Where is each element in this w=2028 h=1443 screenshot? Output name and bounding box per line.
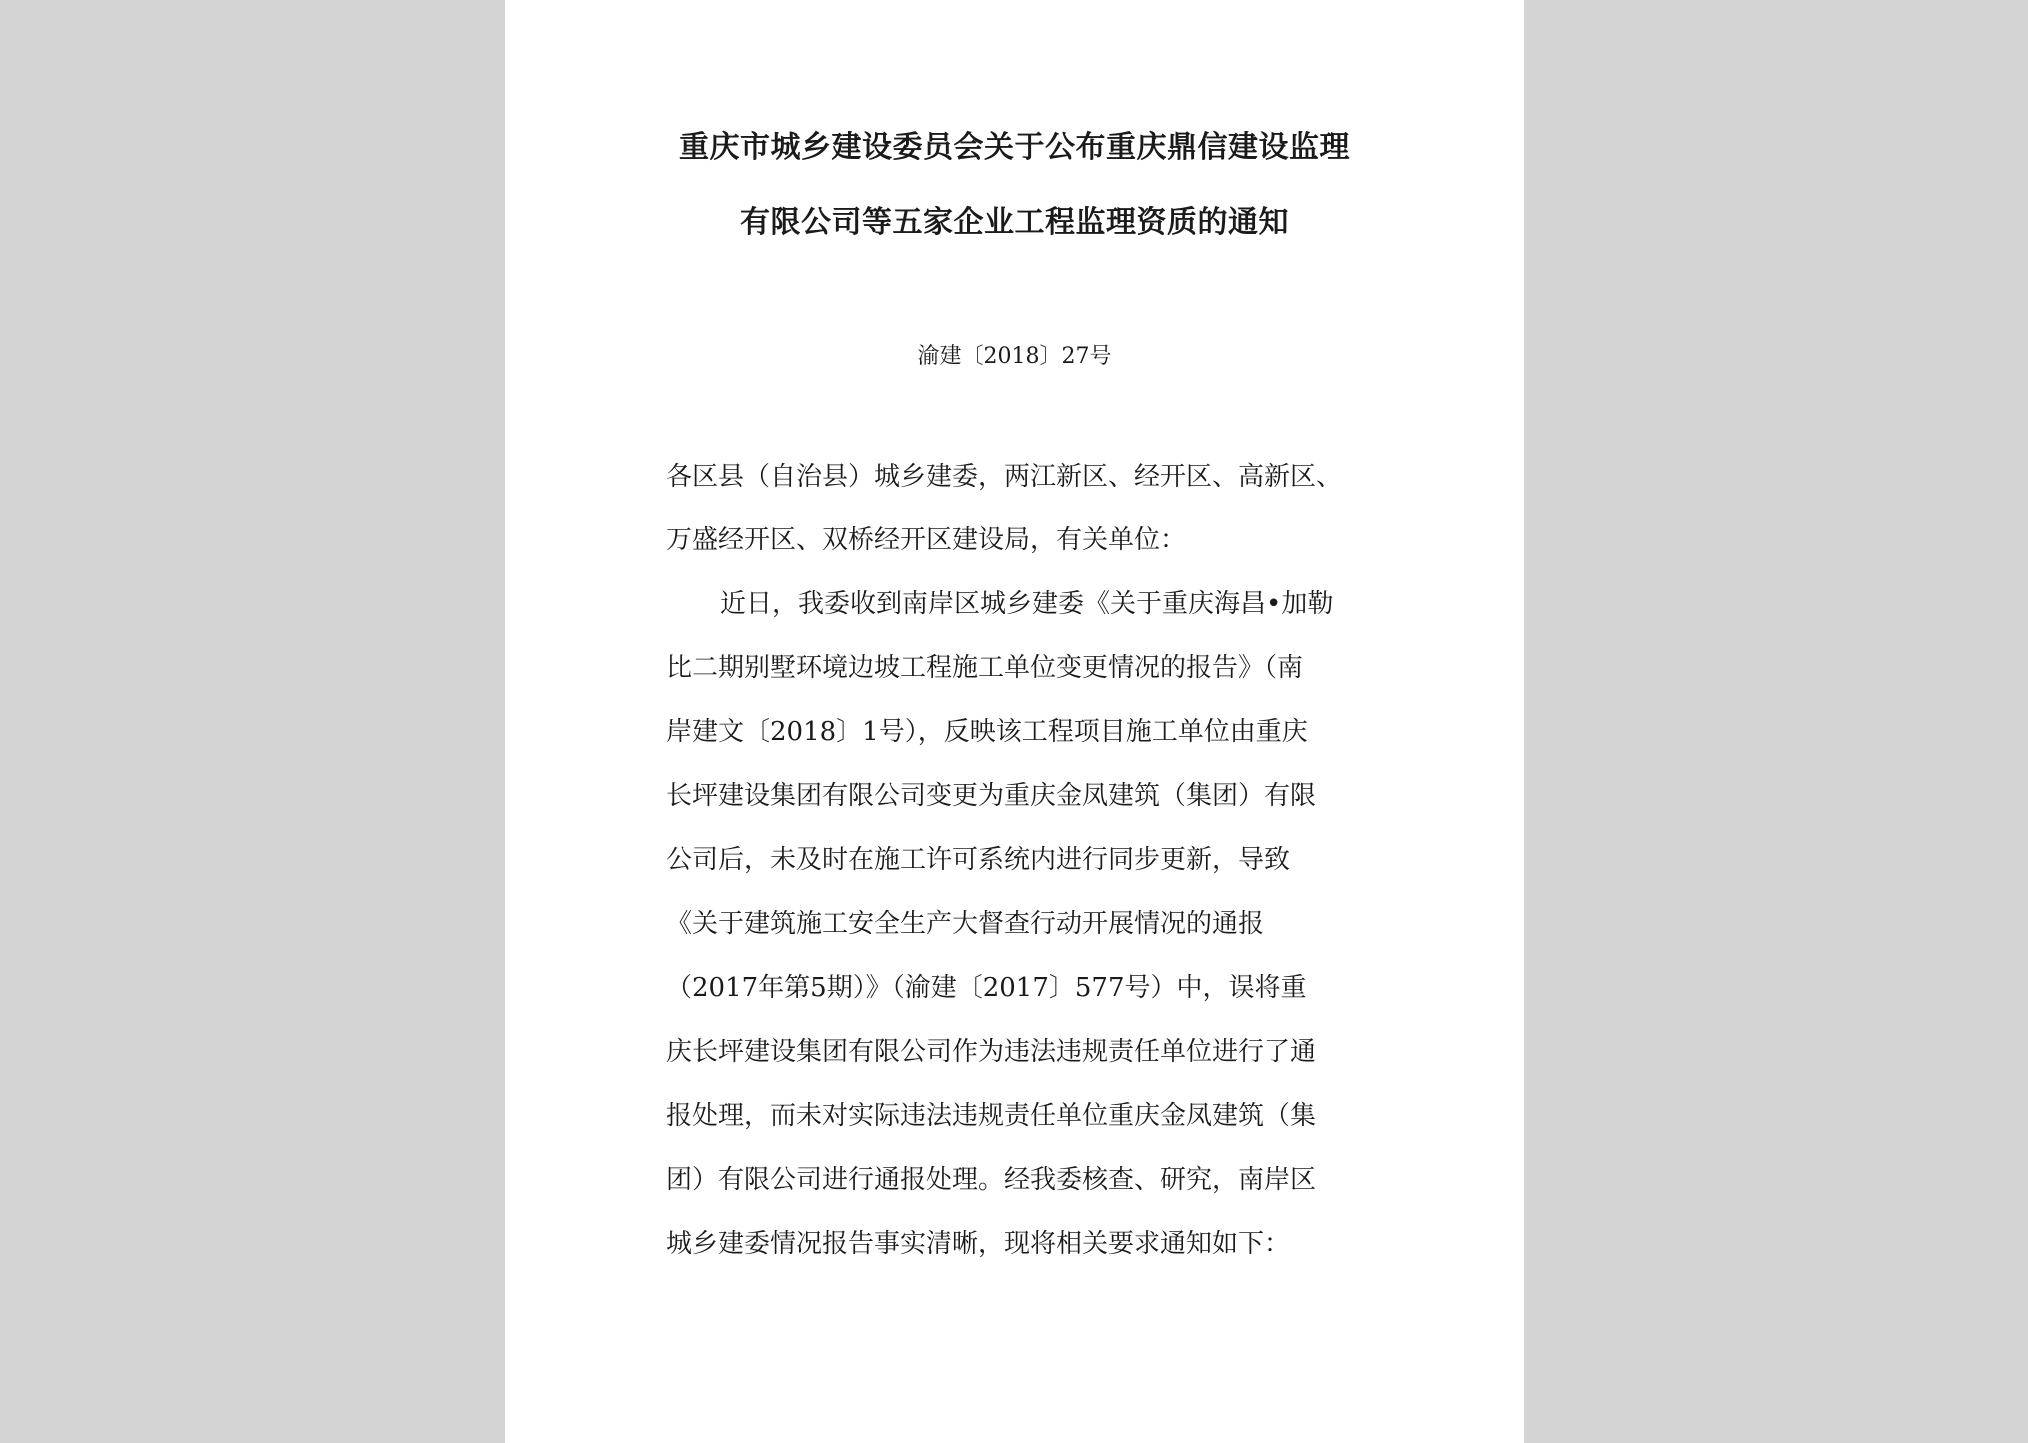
document-number: 渝建〔2018〕27号	[917, 344, 1112, 369]
document-page	[505, 0, 1524, 1443]
document-title-line-2: 有限公司等五家企业工程监理资质的通知	[740, 205, 1289, 240]
body-line-11: 城乡建委情况报告事实清晰，现将相关要求通知如下：	[666, 1229, 1291, 1259]
body-line-8: 庆长坪建设集团有限公司作为违法违规责任单位进行了通	[666, 1037, 1317, 1067]
body-line-1: 近日，我委收到南岸区城乡建委《关于重庆海昌•加勒	[720, 589, 1334, 619]
body-line-6: 《关于建筑施工安全生产大督查行动开展情况的通报	[666, 909, 1265, 939]
body-line-9: 报处理，而未对实际违法违规责任单位重庆金凤建筑（集	[666, 1101, 1317, 1131]
document-title-line-1: 重庆市城乡建设委员会关于公布重庆鼎信建设监理	[679, 130, 1350, 165]
body-line-2: 比二期别墅环境边坡工程施工单位变更情况的报告》（南	[666, 653, 1304, 683]
body-line-7: （2017年第5期）》（渝建〔2017〕577号）中，误将重	[666, 973, 1307, 1003]
addressee-line-2: 万盛经开区、双桥经开区建设局，有关单位：	[666, 525, 1187, 555]
body-line-10: 团）有限公司进行通报处理。经我委核查、研究，南岸区	[666, 1165, 1317, 1195]
body-line-4: 长坪建设集团有限公司变更为重庆金凤建筑（集团）有限	[666, 781, 1317, 811]
body-line-3: 岸建文〔2018〕1号），反映该工程项目施工单位由重庆	[666, 717, 1308, 747]
body-line-5: 公司后，未及时在施工许可系统内进行同步更新，导致	[666, 845, 1291, 875]
addressee-line-1: 各区县（自治县）城乡建委，两江新区、经开区、高新区、	[666, 462, 1343, 492]
